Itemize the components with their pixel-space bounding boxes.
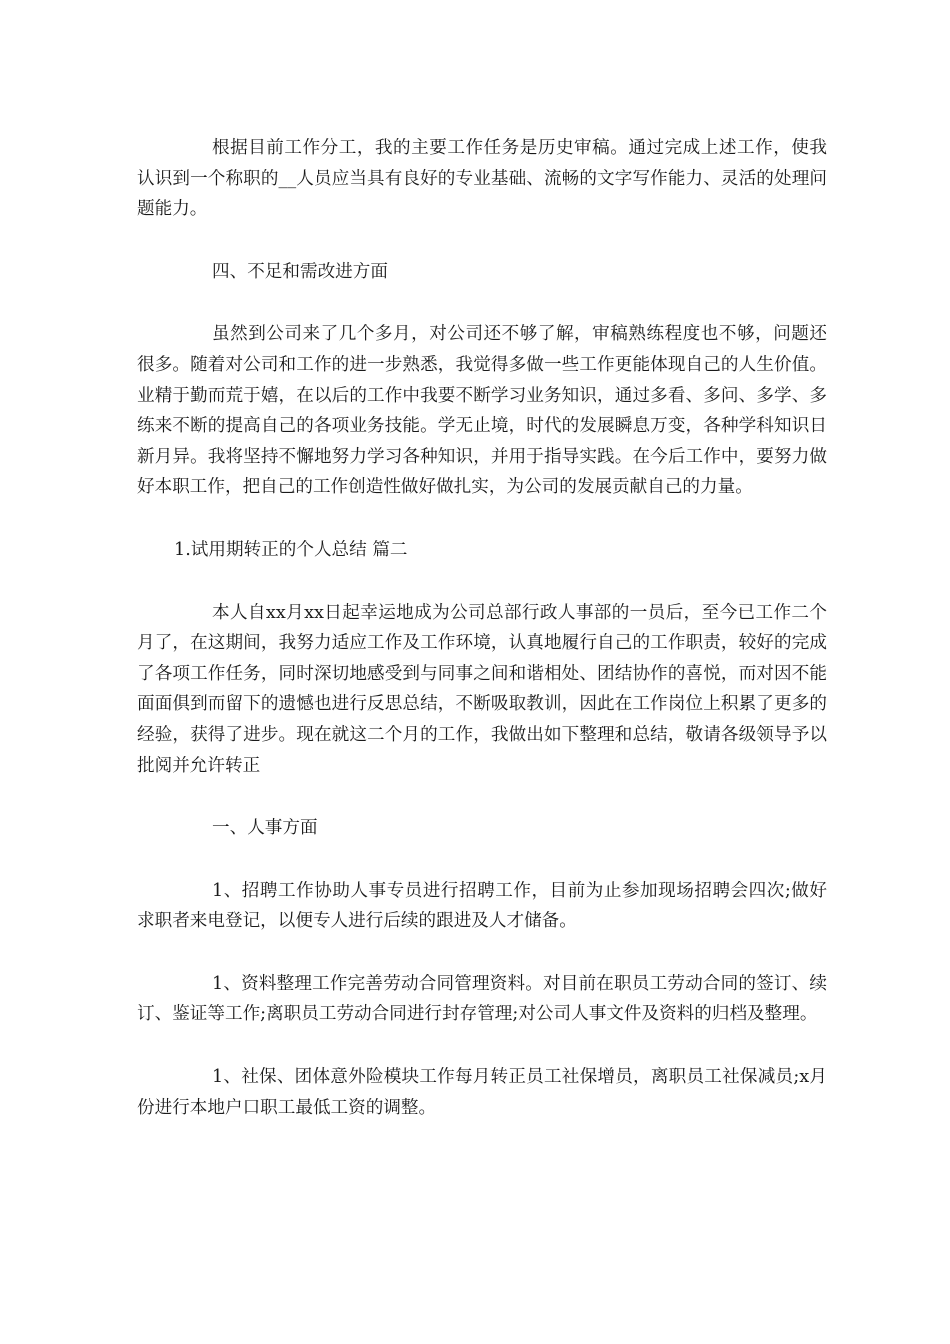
paragraph-gap	[137, 844, 827, 876]
article-title-part-two: 1.试用期转正的个人总结 篇二	[174, 539, 408, 560]
paragraph-recruitment: 1、招聘工作协助人事专员进行招聘工作，目前为止参加现场招聘会四次;做好求职者来电登记，以便专人进行后续的跟进及人才储备。	[137, 880, 827, 932]
paragraph-social-insurance: 1、社保、团体意外险模块工作每月转正员工社保增员，离职员工社保减员;x月份进行本地户口职工最低工资的调整。	[137, 1067, 827, 1118]
paragraph-introduction: 本人自xx月xx日起幸运地成为公司总部行政人事部的一员后，至今已工作二个月了，在这期间，我努力适应工作及工作环境，认真地履行自己的工作职责，较好的完成了各项工作任务，同时深切地感受到与同事之间和谐相处、团结协作的喜悦，而对因不能面面俱到而留下的遗憾也进行反思总结，不断吸取教训，因此在工作岗位上积累了更多的经验，获得了进步。现在就这二个月的工作，我做出如下整理和总结，敬请各级领导予以批阅并允许转正	[137, 602, 827, 776]
paragraph-gap	[137, 1030, 827, 1062]
paragraph-improvement: 虽然到公司来了几个多月，对公司还不够了解，审稿熟练程度也不够，问题还很多。随着对公司和工作的进一步熟悉，我觉得多做一些工作更能体现自己的人生价值。业精于勤而荒于嬉，在以后的工作中我要不断学习业务知识，通过多看、多问、多学、多练来不断的提高自己的各项业务技能。学无止境，时代的发展瞬息万变，各种学科知识日新月异。我将坚持不懈地努力学习各种知识，并用于指导实践。在今后工作中，要努力做好本职工作，把自己的工作创造性做好做扎实，为公司的发展贡献自己的力量。	[137, 324, 827, 498]
paragraph-gap	[137, 225, 827, 257]
paragraph-records: 1、资料整理工作完善劳动合同管理资料。对目前在职员工劳动合同的签订、续订、鉴证等工作;离职员工劳动合同进行封存管理;对公司人事文件及资料的归档及整理。	[137, 973, 827, 1025]
section-heading-shortcomings: 四、不足和需改进方面	[212, 261, 388, 282]
paragraph-gap	[137, 566, 827, 598]
paragraph-gap	[137, 781, 827, 813]
paragraph-gap	[137, 503, 827, 535]
paragraph-gap	[137, 937, 827, 969]
section-heading-personnel: 一、人事方面	[212, 818, 318, 839]
document-page	[137, 133, 827, 1123]
paragraph-work-assignment: 根据目前工作分工，我的主要工作任务是历史审稿。通过完成上述工作，使我认识到一个称职的__人员应当具有良好的专业基础、流畅的文字写作能力、灵活的处理问题能力。	[137, 138, 827, 220]
paragraph-gap	[137, 287, 827, 319]
